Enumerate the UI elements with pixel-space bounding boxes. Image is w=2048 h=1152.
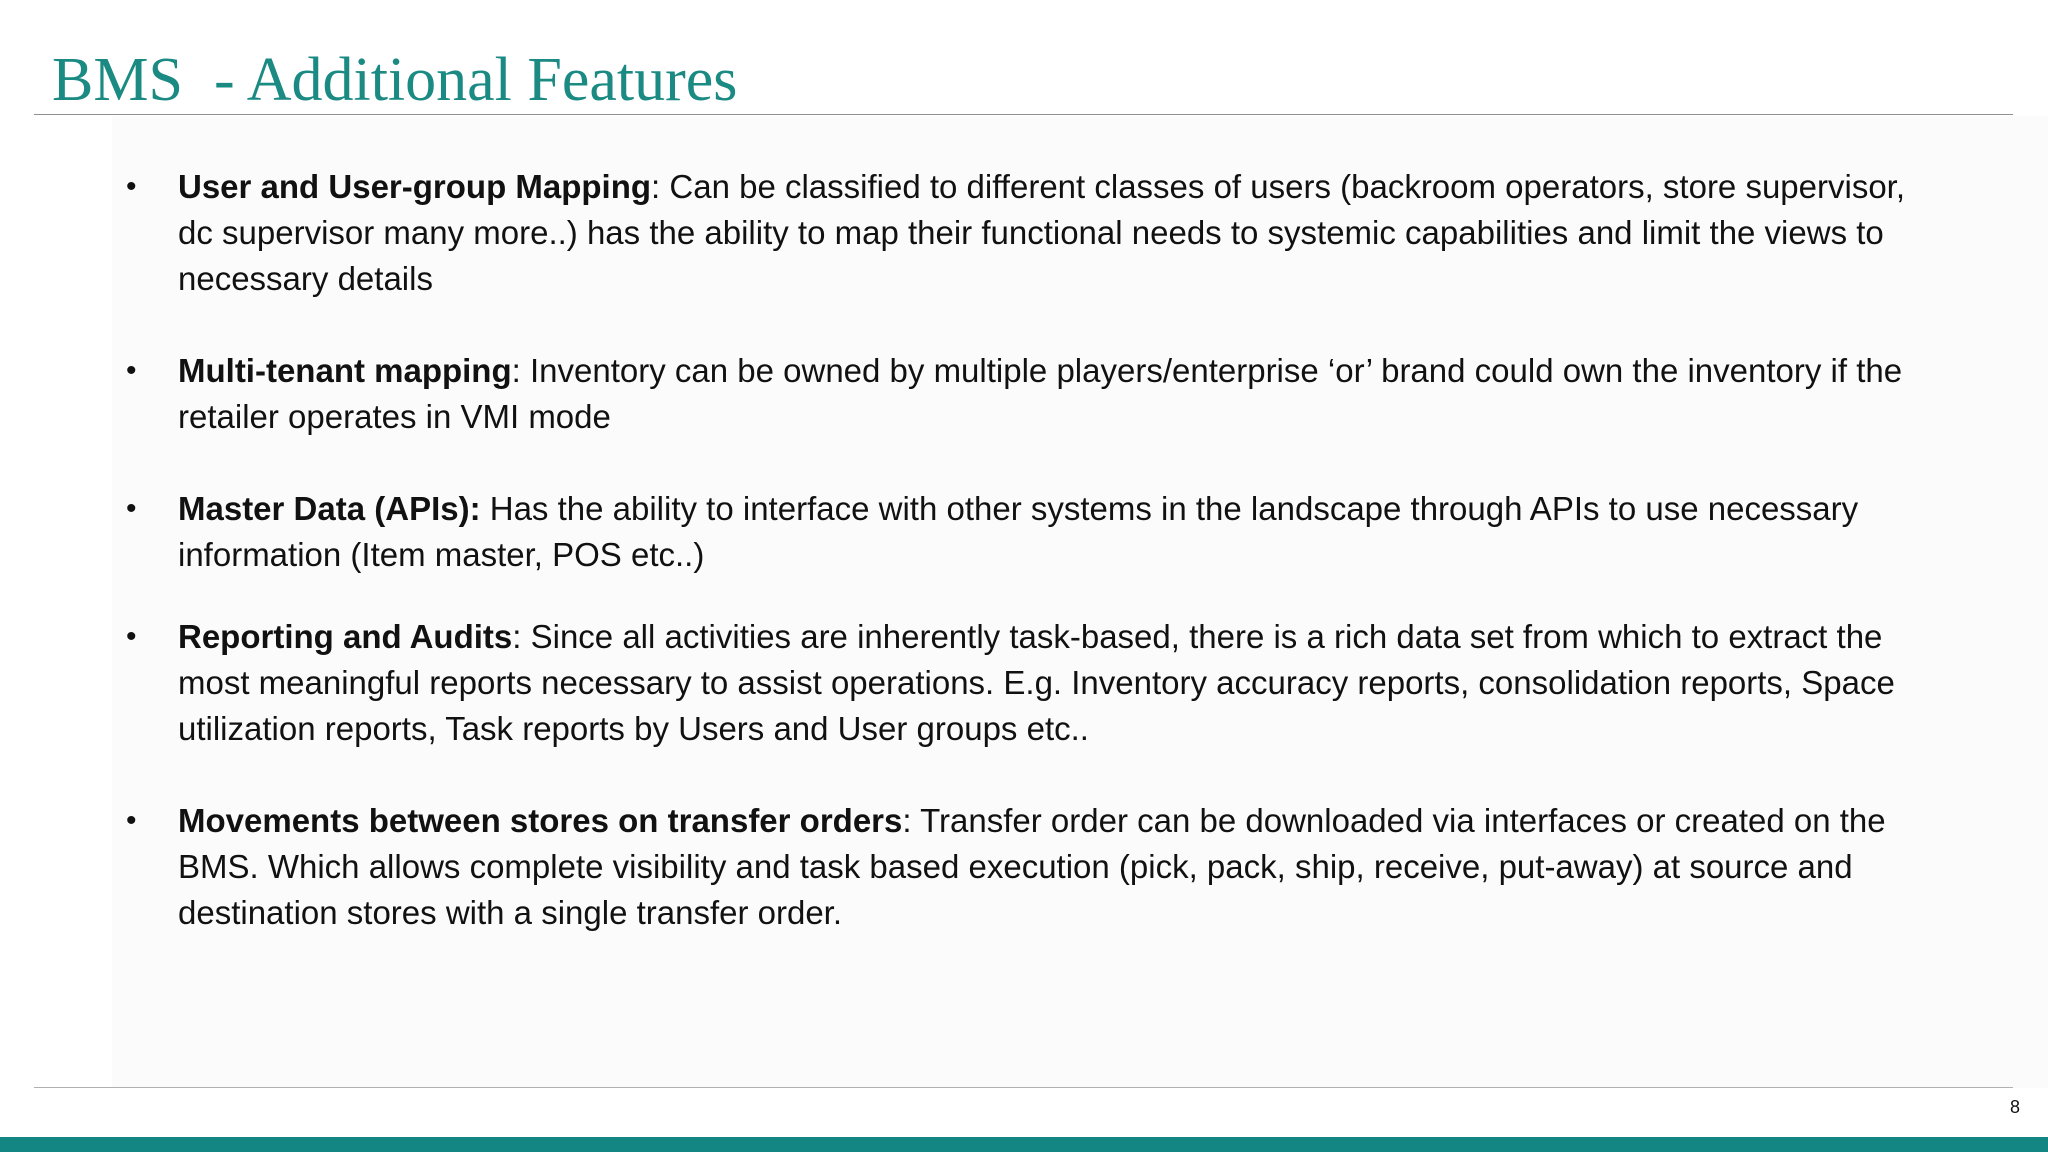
title-divider [34, 114, 2013, 115]
feature-term: User and User-group Mapping [178, 168, 652, 205]
bullet-icon: • [126, 492, 137, 525]
feature-term: Movements between stores on transfer orders [178, 802, 903, 839]
feature-item-multi-tenant-mapping [120, 348, 1920, 440]
feature-term: Master Data (APIs): [178, 490, 481, 527]
feature-description: Transfer order can be downloaded via interfaces or created on the BMS. Which allows complete visibility and task based execution (pick, pack, ship, receive, put-away) at source and destination stores with a single transfer order. [178, 802, 1886, 931]
feature-separator: : [512, 618, 522, 655]
feature-list [120, 164, 1920, 936]
feature-item-store-transfers [120, 798, 1920, 936]
feature-separator: : [902, 802, 912, 839]
footer-accent-bar [0, 1137, 2048, 1152]
bullet-icon: • [126, 620, 137, 653]
page-number: 8 [2009, 1097, 2020, 1117]
bullet-icon: • [126, 354, 137, 387]
feature-description: Inventory can be owned by multiple players/enterprise ‘or’ brand could own the inventory if the retailer operates in VMI mode [178, 352, 1903, 435]
feature-separator: : [511, 352, 521, 389]
feature-term: Reporting and Audits [178, 618, 513, 655]
feature-separator: : [651, 168, 661, 205]
feature-item-master-data [120, 486, 1920, 578]
slide-title: BMS - Additional Features [52, 46, 738, 114]
feature-item-reporting-audits [120, 614, 1920, 752]
footer-divider [34, 1087, 2013, 1088]
bullet-icon: • [126, 170, 137, 203]
feature-description: Has the ability to interface with other systems in the landscape through APIs to use necessary information (Item master, POS etc..) [178, 490, 1859, 573]
feature-description: Can be classified to different classes of users (backroom operators, store supervisor, dc supervisor many more..) has the ability to map their functional needs to systemic capabilities and limit the views to necessary details [178, 168, 1906, 297]
feature-item-user-group-mapping [120, 164, 1920, 302]
feature-term: Multi-tenant mapping [178, 352, 512, 389]
feature-description: Since all activities are inherently task-based, there is a rich data set from which to extract the most meaningful reports necessary to assist operations. E.g. Inventory accuracy reports, consolidation reports, Space utilization reports, Task reports by Users and User groups etc.. [178, 618, 1895, 747]
bullet-icon: • [126, 804, 137, 837]
